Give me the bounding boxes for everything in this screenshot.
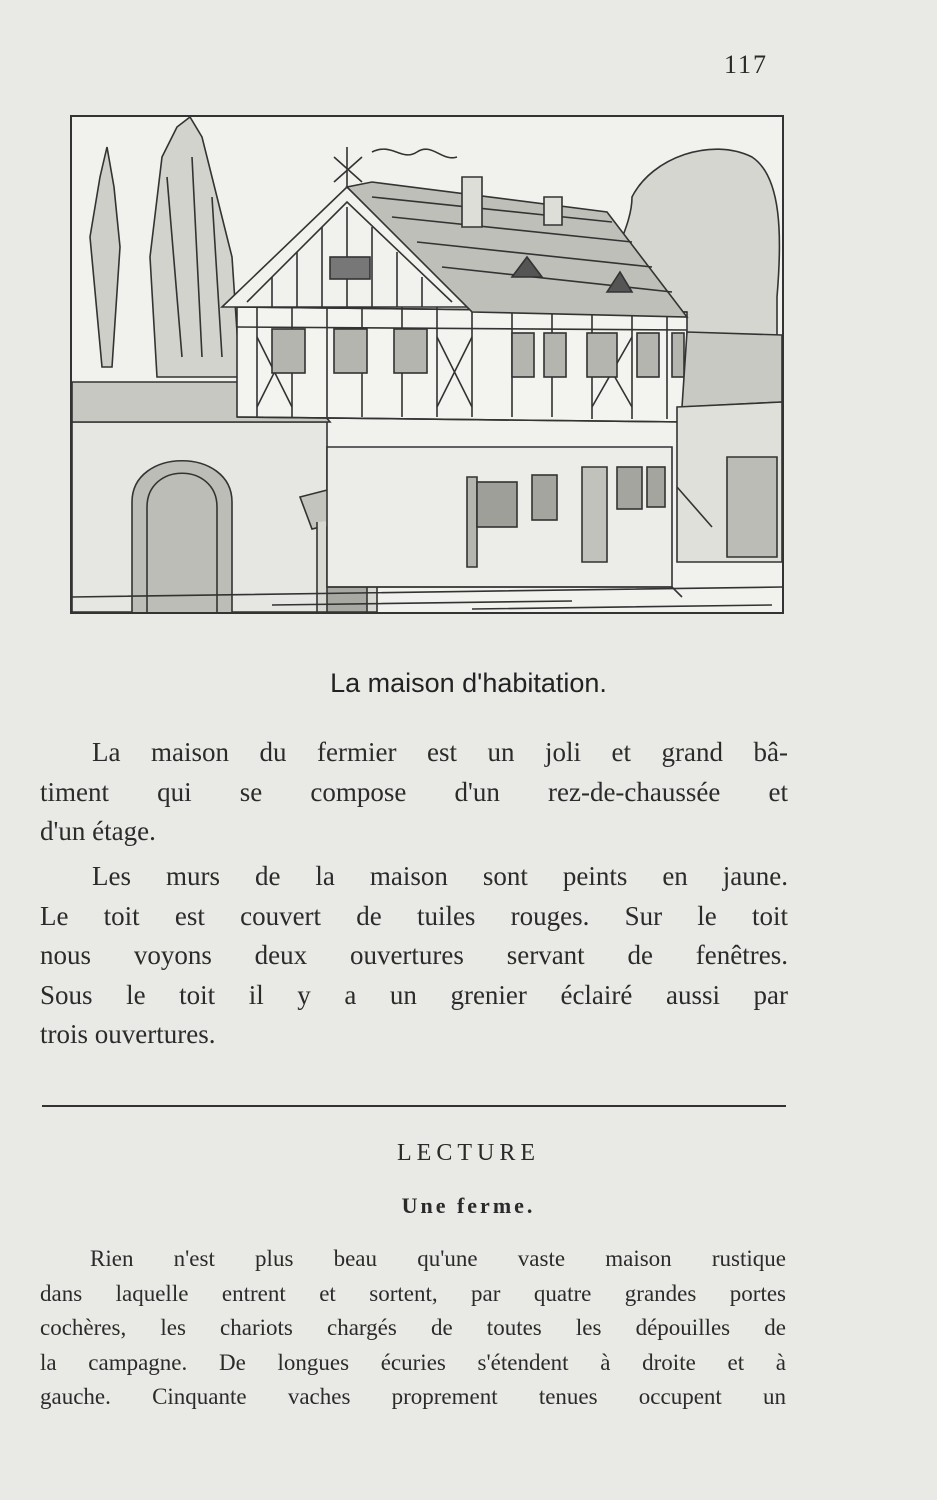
paragraph-line: Sous le toit il y a un grenier éclairé aussi par bbox=[40, 979, 788, 1010]
paragraph-line: trois ouvertures. bbox=[40, 1019, 216, 1049]
paragraph-line: timent qui se compose d'un rez-de-chaussée et bbox=[40, 776, 788, 807]
paragraph-line: Le toit est couvert de tuiles rouges. Sur le toit bbox=[40, 900, 788, 931]
figure-caption: La maison d'habitation. bbox=[330, 668, 607, 698]
reading-line: cochères, les chariots chargés de toutes les dépouilles de bbox=[40, 1315, 786, 1340]
farmhouse-illustration bbox=[70, 115, 784, 614]
reading-line: la campagne. De longues écuries s'étendent à droite et à bbox=[40, 1349, 786, 1375]
farmhouse-drawing bbox=[72, 117, 782, 612]
paragraph-line: d'un étage. bbox=[40, 816, 156, 846]
paragraph-line: nous voyons deux ouvertures servant de fenêtres. bbox=[40, 940, 788, 970]
page-number: 117 bbox=[724, 50, 769, 79]
reading-line: dans laquelle entrent et sortent, par quatre grandes portes bbox=[40, 1280, 786, 1306]
section-subtitle: Une ferme. bbox=[401, 1193, 536, 1218]
section-title: LECTURE bbox=[397, 1140, 540, 1166]
reading-line: gauche. Cinquante vaches proprement tenues occupent un bbox=[40, 1384, 786, 1409]
reading-line: Rien n'est plus beau qu'une vaste maison rustique bbox=[90, 1246, 786, 1271]
paragraph-line: Les murs de la maison sont peints en jaune. bbox=[92, 861, 788, 891]
paragraph-2 bbox=[40, 857, 788, 1055]
paragraph-line: La maison du fermier est un joli et grand bâ- bbox=[92, 737, 788, 767]
paragraph-1 bbox=[40, 733, 788, 852]
section-divider bbox=[42, 1105, 786, 1107]
reading-text bbox=[40, 1242, 786, 1415]
